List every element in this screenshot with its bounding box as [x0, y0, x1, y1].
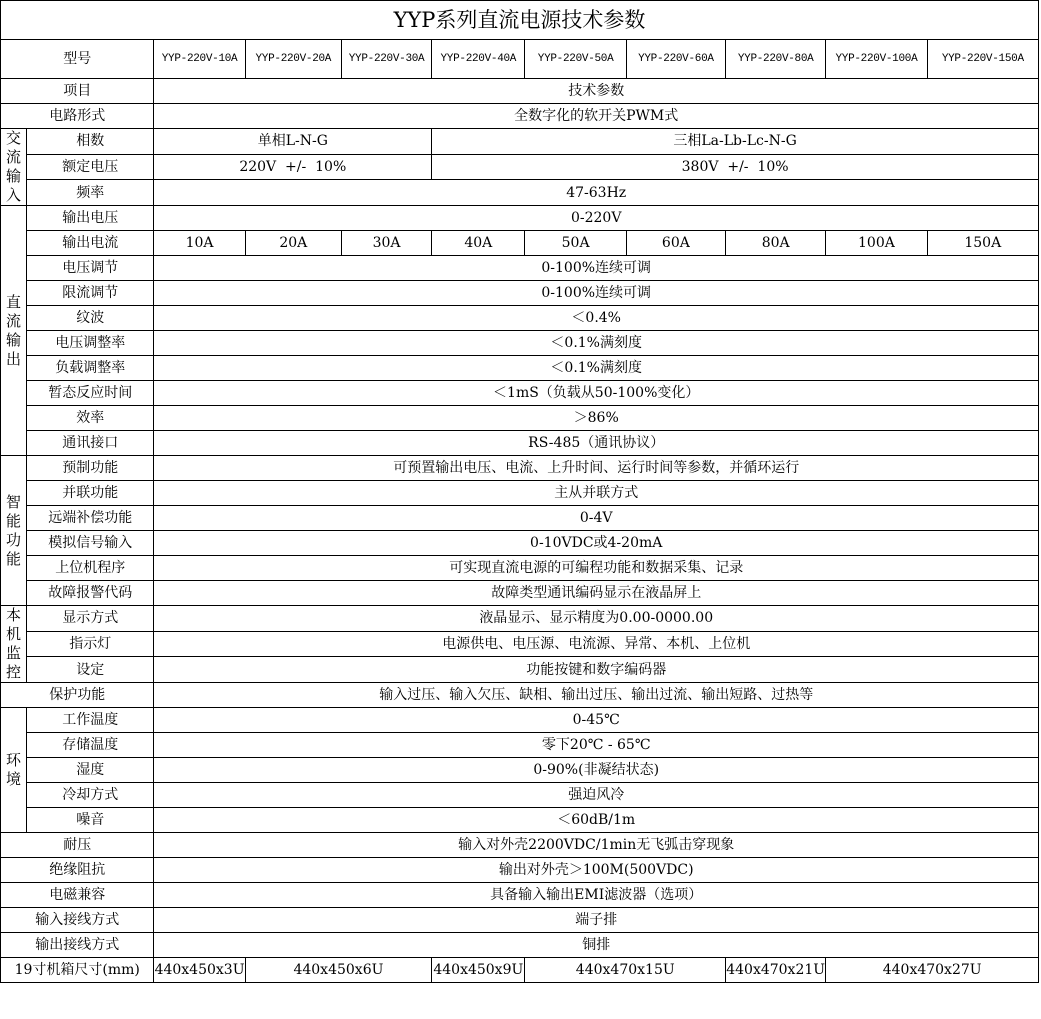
- current-cell: 60A: [626, 231, 725, 256]
- misc-label: 输出接线方式: [1, 933, 154, 958]
- row-label: 指示灯: [27, 631, 154, 657]
- row-label: 故障报警代码: [27, 581, 154, 606]
- model-cell: YYP-220V-50A: [525, 40, 626, 79]
- current-cell: 40A: [432, 231, 525, 256]
- row-value: 液晶显示、显示精度为0.00-0000.00: [154, 606, 1039, 632]
- group-monitor-label: 本机监控: [6, 606, 22, 681]
- row-value: 主从并联方式: [154, 481, 1039, 506]
- row-value: 可实现直流电源的可编程功能和数据采集、记录: [154, 556, 1039, 581]
- group-dc-output: [1, 206, 27, 456]
- misc-value: 铜排: [154, 933, 1039, 958]
- row-label: 湿度: [27, 758, 154, 783]
- misc-label: 绝缘阻抗: [1, 858, 154, 883]
- freq-value: 47-63Hz: [154, 180, 1039, 206]
- chassis-size: 440x450x6U: [245, 958, 432, 983]
- misc-value: 具备输入输出EMI滤波器（选项）: [154, 883, 1039, 908]
- row-label: 上位机程序: [27, 556, 154, 581]
- out-voltage-label: 输出电压: [27, 206, 154, 231]
- row-label: 并联功能: [27, 481, 154, 506]
- row-value: ＜60dB/1m: [154, 808, 1039, 833]
- current-cell: 50A: [525, 231, 626, 256]
- misc-label: 耐压: [1, 833, 154, 858]
- row-label: 暂态反应时间: [27, 381, 154, 406]
- group-smart-label: 智能功能: [6, 492, 22, 568]
- row-label: 设定: [27, 657, 154, 683]
- row-value: 强迫风冷: [154, 783, 1039, 808]
- row-label: 效率: [27, 406, 154, 431]
- row-value: 故障类型通讯编码显示在液晶屏上: [154, 581, 1039, 606]
- chassis-size: 440x470x27U: [826, 958, 1039, 983]
- chassis-size: 440x450x3U: [154, 958, 245, 983]
- row-label: 纹波: [27, 306, 154, 331]
- row-label: 限流调节: [27, 281, 154, 306]
- row-label: 模拟信号输入: [27, 531, 154, 556]
- group-environment: [1, 708, 27, 833]
- model-header: 型号: [1, 40, 154, 79]
- misc-value: 端子排: [154, 908, 1039, 933]
- row-value: ＜0.1%满刻度: [154, 356, 1039, 381]
- row-label: 远端补偿功能: [27, 506, 154, 531]
- row-value: ＜1mS（负载从50-100%变化）: [154, 381, 1039, 406]
- row-value: 0-100%连续可调: [154, 256, 1039, 281]
- phase-label: 相数: [27, 129, 154, 155]
- group-environment-label: 环境: [6, 751, 22, 788]
- row-value: ＞86%: [154, 406, 1039, 431]
- row-value: 0-10VDC或4-20mA: [154, 531, 1039, 556]
- model-cell: YYP-220V-60A: [626, 40, 725, 79]
- row-value: 电源供电、电压源、电流源、异常、本机、上位机: [154, 631, 1039, 657]
- current-cell: 150A: [927, 231, 1038, 256]
- row-value: 0-4V: [154, 506, 1039, 531]
- row-value: 可预置输出电压、电流、上升时间、运行时间等参数，并循环运行: [154, 456, 1039, 481]
- voltage-three: 380V +/- 10%: [432, 154, 1039, 180]
- chassis-size: 440x470x15U: [525, 958, 726, 983]
- group-dc-output-label: 直流输出: [6, 292, 22, 368]
- group-ac-input-label: 交流输入: [6, 129, 22, 204]
- group-ac-input: [1, 129, 27, 206]
- voltage-single: 220V +/- 10%: [154, 154, 432, 180]
- model-row: [1, 40, 1039, 79]
- group-smart: [1, 456, 27, 606]
- model-cell: YYP-220V-150A: [927, 40, 1038, 79]
- row-value: 功能按键和数字编码器: [154, 657, 1039, 683]
- misc-label: 电磁兼容: [1, 883, 154, 908]
- page-title: YYP系列直流电源技术参数: [1, 1, 1039, 40]
- row-label: 冷却方式: [27, 783, 154, 808]
- row-label: 显示方式: [27, 606, 154, 632]
- model-cell: YYP-220V-100A: [826, 40, 927, 79]
- circuit-value: 全数字化的软开关PWM式: [154, 104, 1039, 129]
- model-cell: YYP-220V-80A: [726, 40, 826, 79]
- protection-label: 保护功能: [1, 683, 154, 708]
- misc-value: 输出对外壳＞100M(500VDC): [154, 858, 1039, 883]
- current-cell: 100A: [826, 231, 927, 256]
- row-value: ＜0.4%: [154, 306, 1039, 331]
- current-cell: 10A: [154, 231, 245, 256]
- freq-label: 频率: [27, 180, 154, 206]
- row-label: 工作温度: [27, 708, 154, 733]
- phase-three: 三相La-Lb-Lc-N-G: [432, 129, 1039, 155]
- out-current-label: 输出电流: [27, 231, 154, 256]
- chassis-label: 19寸机箱尺寸(mm): [1, 958, 154, 983]
- row-label: 预制功能: [27, 456, 154, 481]
- model-cell: YYP-220V-30A: [341, 40, 431, 79]
- row-value: ＜0.1%满刻度: [154, 331, 1039, 356]
- group-monitor: [1, 606, 27, 683]
- out-voltage-value: 0-220V: [154, 206, 1039, 231]
- row-value: 0-100%连续可调: [154, 281, 1039, 306]
- model-cell: YYP-220V-40A: [432, 40, 525, 79]
- phase-single: 单相L-N-G: [154, 129, 432, 155]
- model-cell: YYP-220V-10A: [154, 40, 245, 79]
- row-label: 负载调整率: [27, 356, 154, 381]
- current-cell: 20A: [245, 231, 341, 256]
- current-cell: 80A: [726, 231, 826, 256]
- item-header: 项目: [1, 79, 154, 104]
- model-cell: YYP-220V-20A: [245, 40, 341, 79]
- row-value: 0-90%(非凝结状态): [154, 758, 1039, 783]
- misc-value: 输入对外壳2200VDC/1min无飞弧击穿现象: [154, 833, 1039, 858]
- current-cell: 30A: [341, 231, 431, 256]
- row-value: RS-485（通讯协议）: [154, 431, 1039, 456]
- chassis-size: 440x470x21U: [726, 958, 826, 983]
- row-label: 电压调节: [27, 256, 154, 281]
- row-label: 电压调整率: [27, 331, 154, 356]
- row-value: 零下20℃ - 65℃: [154, 733, 1039, 758]
- row-label: 通讯接口: [27, 431, 154, 456]
- voltage-label: 额定电压: [27, 154, 154, 180]
- chassis-size: 440x450x9U: [432, 958, 525, 983]
- row-label: 噪音: [27, 808, 154, 833]
- misc-label: 输入接线方式: [1, 908, 154, 933]
- protection-value: 输入过压、输入欠压、缺相、输出过压、输出过流、输出短路、过热等: [154, 683, 1039, 708]
- circuit-label: 电路形式: [1, 104, 154, 129]
- spec-header: 技术参数: [154, 79, 1039, 104]
- row-value: 0-45℃: [154, 708, 1039, 733]
- row-label: 存储温度: [27, 733, 154, 758]
